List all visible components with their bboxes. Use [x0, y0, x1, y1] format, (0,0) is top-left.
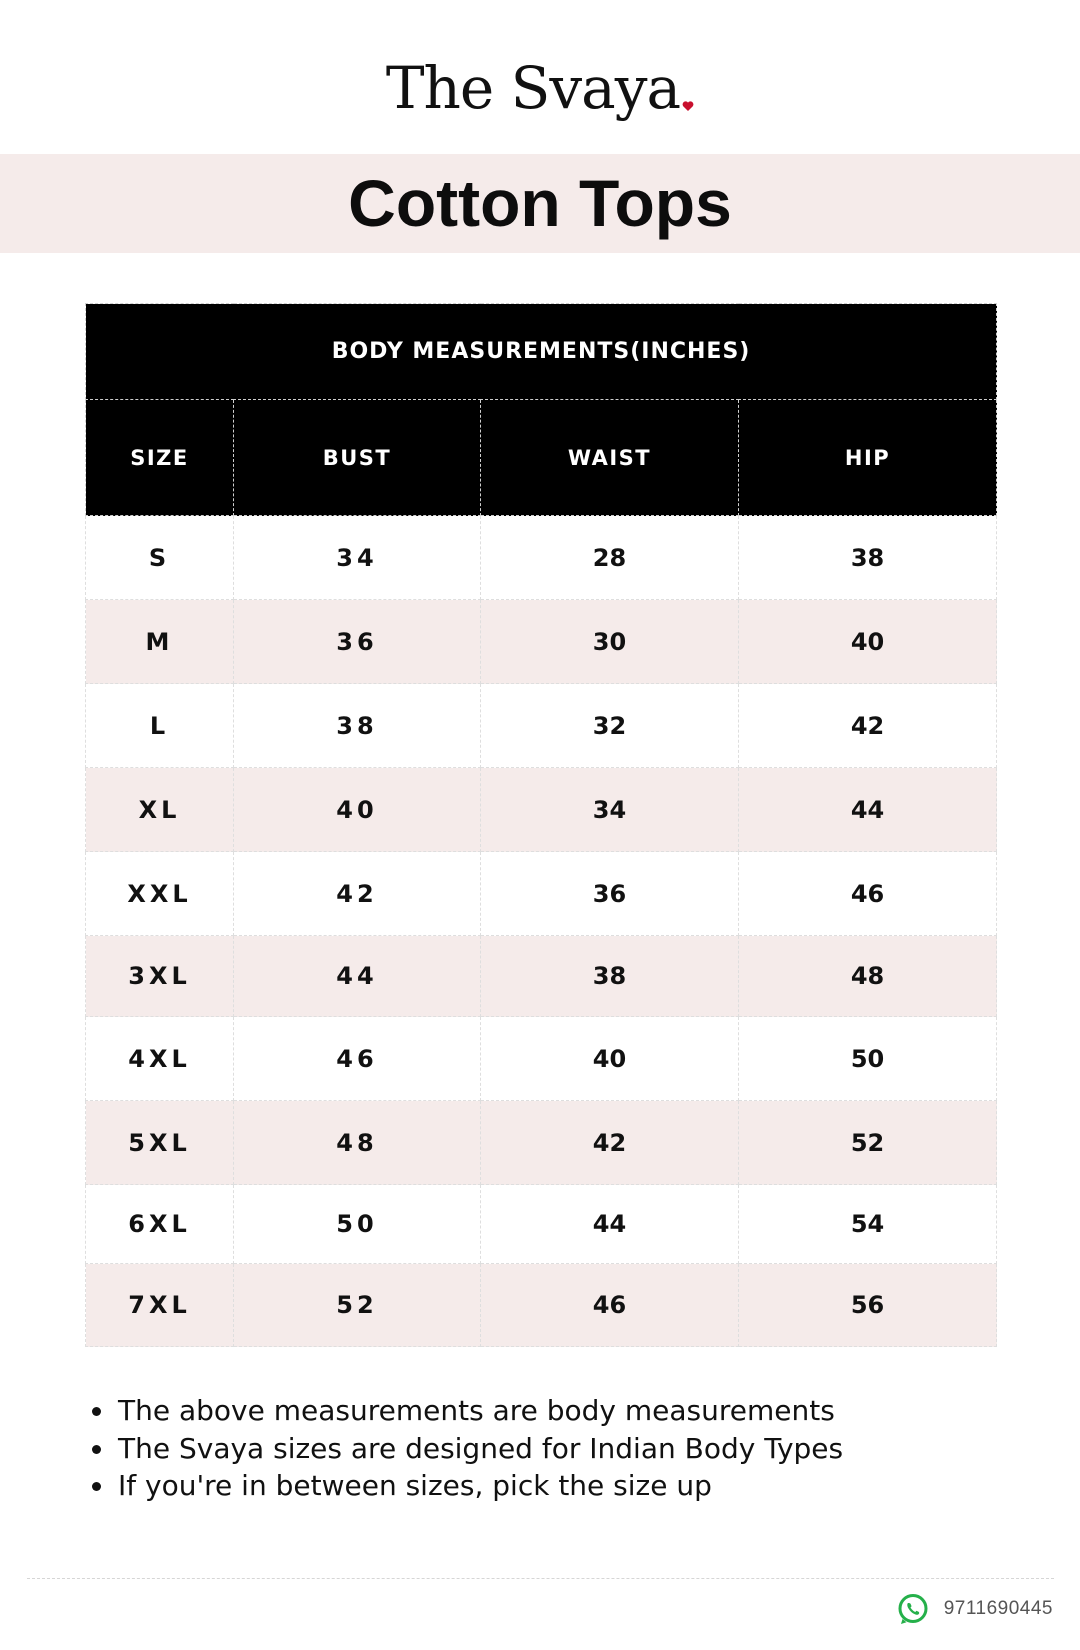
table-row [86, 852, 997, 936]
footer-divider [27, 1578, 1054, 1579]
hip-cell: 46 [739, 852, 997, 936]
page-title: Cotton Tops [348, 166, 732, 240]
title-band [0, 154, 1080, 253]
brand-logo-text: The Svaya [385, 54, 681, 122]
size-cell: XXL [86, 852, 234, 936]
size-cell: 5XL [86, 1101, 234, 1185]
size-cell: XL [86, 768, 234, 852]
waist-cell: 42 [481, 1101, 739, 1185]
contact-info [896, 1592, 1053, 1626]
brand-logo [0, 48, 1080, 128]
table-row [86, 516, 997, 600]
bust-cell: 42 [234, 852, 481, 936]
size-cell: 7XL [86, 1264, 234, 1347]
column-header-size: SIZE [86, 400, 234, 516]
table-row [86, 684, 997, 768]
waist-cell: 46 [481, 1264, 739, 1347]
hip-cell: 40 [739, 600, 997, 684]
table-row [86, 768, 997, 852]
whatsapp-icon[interactable] [896, 1592, 930, 1626]
hip-cell: 50 [739, 1017, 997, 1101]
size-cell: 6XL [86, 1185, 234, 1264]
size-cell: M [86, 600, 234, 684]
waist-cell: 34 [481, 768, 739, 852]
size-chart [85, 303, 996, 1347]
bust-cell: 44 [234, 936, 481, 1017]
waist-cell: 28 [481, 516, 739, 600]
column-header-hip: HIP [739, 400, 997, 516]
note-item: • The above measurements are body measurements [116, 1392, 985, 1430]
hip-cell: 38 [739, 516, 997, 600]
table-row [86, 1264, 997, 1347]
bust-cell: 48 [234, 1101, 481, 1185]
waist-cell: 40 [481, 1017, 739, 1101]
bust-cell: 52 [234, 1264, 481, 1347]
note-item: • If you're in between sizes, pick the size up [116, 1467, 985, 1505]
table-group-header: BODY MEASUREMENTS(INCHES) [86, 304, 997, 400]
notes-list [85, 1392, 985, 1505]
hip-cell: 48 [739, 936, 997, 1017]
size-cell: 4XL [86, 1017, 234, 1101]
size-table [85, 303, 997, 1347]
bust-cell: 50 [234, 1185, 481, 1264]
bust-cell: 36 [234, 600, 481, 684]
hip-cell: 54 [739, 1185, 997, 1264]
table-row [86, 1017, 997, 1101]
hip-cell: 42 [739, 684, 997, 768]
table-row [86, 600, 997, 684]
size-cell: L [86, 684, 234, 768]
bust-cell: 46 [234, 1017, 481, 1101]
bust-cell: 40 [234, 768, 481, 852]
bust-cell: 34 [234, 516, 481, 600]
size-cell: 3XL [86, 936, 234, 1017]
column-header-bust: BUST [234, 400, 481, 516]
heart-icon [682, 100, 694, 112]
table-row [86, 936, 997, 1017]
waist-cell: 38 [481, 936, 739, 1017]
waist-cell: 30 [481, 600, 739, 684]
hip-cell: 56 [739, 1264, 997, 1347]
hip-cell: 52 [739, 1101, 997, 1185]
table-row [86, 1101, 997, 1185]
table-row [86, 1185, 997, 1264]
note-item: • The Svaya sizes are designed for Indian Body Types [116, 1430, 985, 1468]
phone-number[interactable]: 9711690445 [943, 1598, 1053, 1619]
waist-cell: 36 [481, 852, 739, 936]
waist-cell: 32 [481, 684, 739, 768]
waist-cell: 44 [481, 1185, 739, 1264]
bust-cell: 38 [234, 684, 481, 768]
size-cell: S [86, 516, 234, 600]
hip-cell: 44 [739, 768, 997, 852]
column-header-waist: WAIST [481, 400, 739, 516]
